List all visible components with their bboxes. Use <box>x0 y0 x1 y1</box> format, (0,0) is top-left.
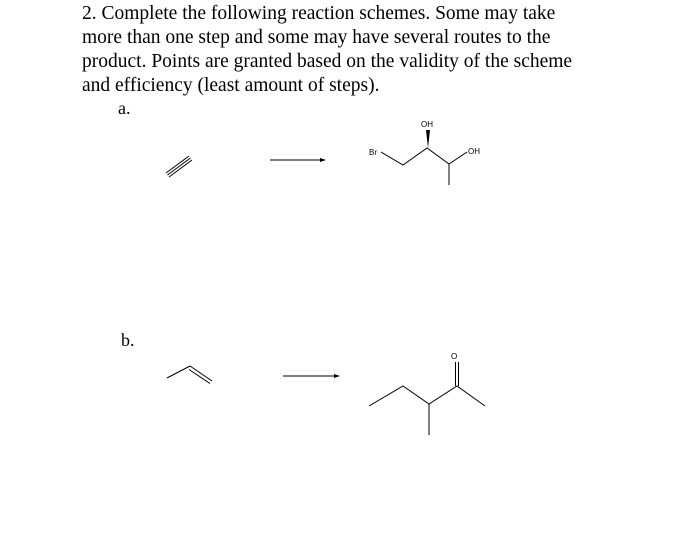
part-a-product <box>369 120 480 185</box>
question-line-3: product. Points are granted based on the validity of the scheme <box>82 51 573 72</box>
part-b-product <box>369 352 485 435</box>
hydroxyl-right-label: OH <box>468 147 480 156</box>
triple-bond-line-2 <box>168 158 191 175</box>
question-line-4: and efficiency (least amount of steps). <box>82 75 380 96</box>
carbonyl-oxygen-label: O <box>451 352 458 361</box>
part-b-label: b. <box>121 330 135 350</box>
alkene-double-bond-line-2 <box>189 370 210 384</box>
question-line-2: more than one step and some may have several routes to the <box>82 27 551 48</box>
question-line-1: 2. Complete the following reaction schemes. Some may take <box>82 3 556 24</box>
hydroxyl-top-label: OH <box>421 120 433 129</box>
alkene-single-bond <box>167 366 190 378</box>
ketone-carbon-chain <box>369 386 485 406</box>
part-a-starting-material <box>166 156 192 177</box>
part-a-label: a. <box>118 98 131 118</box>
alkene-double-bond-line-1 <box>190 366 212 381</box>
bromine-label: Br <box>369 148 377 157</box>
wedge-bond <box>426 130 430 148</box>
part-b-starting-material <box>167 366 212 384</box>
carbon-chain <box>381 148 467 165</box>
